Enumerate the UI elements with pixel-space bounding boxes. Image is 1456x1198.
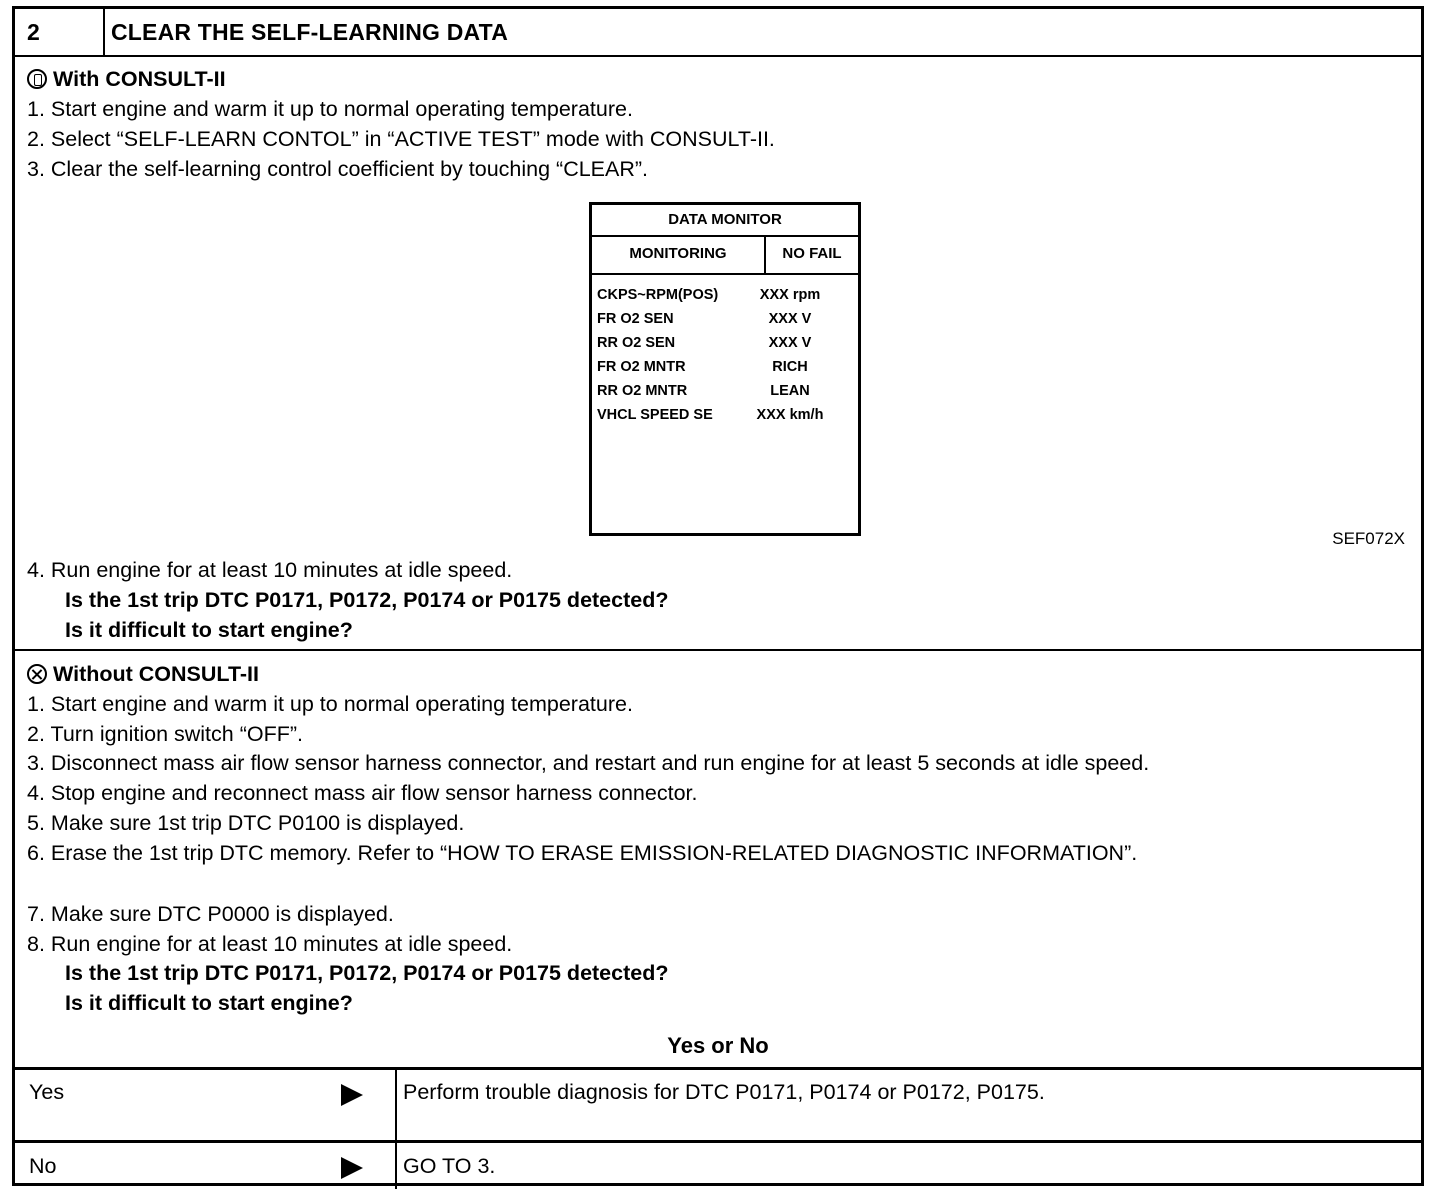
outcome-top-border (15, 1067, 1421, 1070)
consult-icon (27, 69, 47, 89)
right-arrow-icon (341, 1084, 363, 1106)
with-step-2: 2. Select “SELF-LEARN CONTOL” in “ACTIVE TEST” mode with CONSULT-II. (27, 127, 775, 151)
without-step-2: 2. Turn ignition switch “OFF”. (27, 722, 303, 746)
monitor-value: XXX km/h (756, 407, 824, 423)
section-divider (15, 649, 1421, 651)
monitor-status-left: MONITORING (629, 245, 727, 262)
with-consult-heading: With CONSULT-II (27, 67, 226, 92)
without-step-3: 3. Disconnect mass air flow sensor harness connector, and restart and run engine for at least 5 seconds at idle speed. (27, 751, 1150, 775)
monitor-value: XXX V (768, 335, 812, 351)
step-title: CLEAR THE SELF-LEARNING DATA (111, 19, 509, 45)
with-question-2: Is it difficult to start engine? (65, 618, 353, 642)
monitor-label: RR O2 SEN (597, 335, 676, 351)
monitor-label: RR O2 MNTR (597, 383, 688, 399)
monitor-title: DATA MONITOR (592, 205, 858, 237)
without-step-5: 5. Make sure 1st trip DTC P0100 is displayed. (27, 811, 465, 835)
with-step-1: 1. Start engine and warm it up to normal operating temperature. (27, 97, 633, 121)
figure-code: SEF072X (1332, 529, 1405, 548)
monitor-value: XXX rpm (759, 287, 821, 303)
without-step-8: 8. Run engine for at least 10 minutes at idle speed. (27, 932, 513, 956)
no-action: GO TO 3. (403, 1154, 496, 1178)
with-step-4: 4. Run engine for at least 10 minutes at idle speed. (27, 558, 513, 582)
monitor-value: XXX V (768, 311, 812, 327)
without-question-2: Is it difficult to start engine? (65, 991, 353, 1015)
step-number: 2 (27, 19, 40, 45)
yes-action: Perform trouble diagnosis for DTC P0171, P0174 or P0172, P0175. (403, 1080, 1045, 1104)
header-divider (103, 9, 105, 55)
without-consult-heading: Without CONSULT-II (27, 662, 259, 687)
monitor-label: FR O2 SEN (597, 311, 674, 327)
no-consult-icon (27, 664, 47, 684)
without-step-4: 4. Stop engine and reconnect mass air flow sensor harness connector. (27, 781, 698, 805)
monitor-label: VHCL SPEED SE (597, 407, 713, 423)
without-step-1: 1. Start engine and warm it up to normal operating temperature. (27, 692, 633, 716)
monitor-label: CKPS~RPM(POS) (597, 287, 719, 303)
yes-or-no-label: Yes or No (667, 1033, 769, 1058)
step-header (15, 9, 1421, 57)
monitor-value: RICH (772, 359, 808, 375)
data-monitor-screen (589, 202, 861, 536)
monitor-value: LEAN (770, 383, 810, 399)
with-question-1: Is the 1st trip DTC P0171, P0172, P0174 or P0175 detected? (65, 588, 669, 612)
monitor-status-right: NO FAIL (782, 245, 842, 262)
monitor-status-bar (592, 235, 858, 275)
monitor-label: FR O2 MNTR (597, 359, 686, 375)
without-step-6: 6. Erase the 1st trip DTC memory. Refer to “HOW TO ERASE EMISSION-RELATED DIAGNOSTIC INFORMATION”. (27, 841, 1138, 865)
right-arrow-icon (341, 1157, 363, 1179)
yes-label: Yes (29, 1080, 65, 1104)
outcome-row-divider (15, 1140, 1421, 1143)
no-label: No (29, 1154, 57, 1178)
with-step-3: 3. Clear the self-learning control coefficient by touching “CLEAR”. (27, 157, 649, 181)
procedure-table (12, 6, 1424, 1186)
outcome-column-divider (395, 1067, 397, 1189)
without-step-7: 7. Make sure DTC P0000 is displayed. (27, 902, 394, 926)
without-question-1: Is the 1st trip DTC P0171, P0172, P0174 or P0175 detected? (65, 961, 669, 985)
